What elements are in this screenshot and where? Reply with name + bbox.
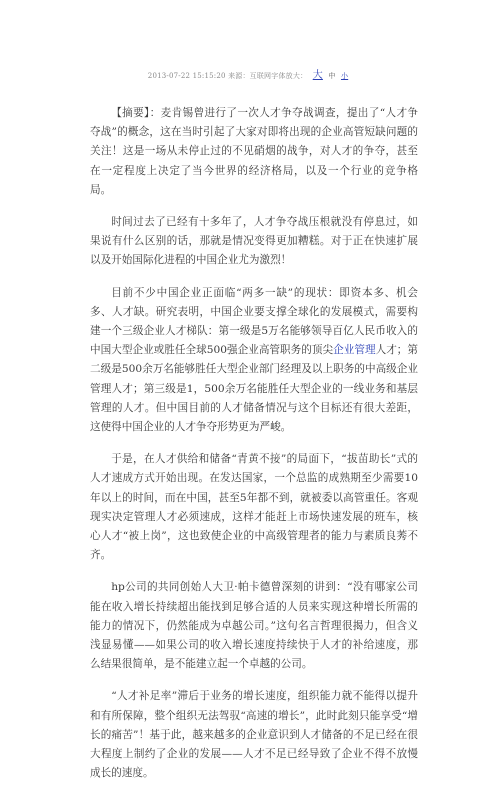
article-paragraph: “人才补足率”滞后于业务的增长速度，组织能力就不能得以提升和有所保障，整个组织无法驾驭“高速的增长”，此时此刻只能享受“增长的痛苦”！基于此，越来越多的企业意识到人才储备的不足已经在很大程度上制约了企业的发展——人才不足已经导致了企业不得不放慢成长的速度。 — [90, 690, 418, 780]
article-paragraph: hp公司的共同创始人大卫·帕卡德曾深刻的讲到：“没有哪家公司能在收入增长持续超出能找到足够合适的人员来实现这种增长所需的能力的情况下，仍然能成为卓越公司。”这句名言哲理很揭力，但含义浅显易懂——如果公司的收入增长速度持续快于人才的补给速度，那么结果很简单，是不能建立起一个卓越的公司。 — [90, 581, 418, 671]
article-paragraph — [90, 284, 418, 438]
article-paragraph: 于是，在人才供给和储备“青黄不接”的局面下，“拔苗助长”式的人才速成方式开始出现。在发达国家，一个总监的成熟期至少需要10年以上的时间，而在中国，甚至5年都不到，就被委以高管重任。客观现实决定管理人才必须速成，这样才能赶上市场快速发展的班车，核心人才“被上岗”，这也致使企业的中高级管理者的能力与素质良莠不齐。 — [90, 453, 418, 562]
publish-date: 2013-07-22 15:15:20 — [147, 72, 226, 80]
font-size-label: 字体放大： — [271, 72, 308, 80]
article-paragraph: 时间过去了已经有十多年了，人才争夺战压根就没有停息过，如果说有什么区别的话，那就是情况变得更加糟糕。对于正在快速扩展以及开始国际化进程的中国企业尤为激烈！ — [90, 216, 418, 267]
font-size-small-link[interactable]: 小 — [340, 72, 349, 80]
source-label: 来源：互联网 — [228, 72, 272, 80]
font-size-large-link[interactable]: 大 — [312, 70, 323, 81]
article-abstract: 【摘要】：麦肯锡曾进行了一次人才争夺战调查，提出了“人才争夺战”的概念，这在当时引起了大家对即将出现的企业高管短缺问题的关注！这是一场从未停止过的不见硝烟的战争，对人才的争夺，甚至在一定程度上决定了当今世界的经济格局，以及一个行业的竞争格局。 — [90, 107, 418, 196]
article-meta — [0, 66, 496, 81]
paragraph-text: 目前不少中国企业正面临“两多一缺”的现状：即资本多、机会多、人才缺。研究表明，中国企业要支撑全球化的发展模式，需要构建一个三级企业人才梯队：第一级是5万名能够领导百亿人民币收入的中国大型企业或胜任全球500强企业高管职务的顶尖 — [90, 286, 418, 357]
font-size-medium-link[interactable]: 中 — [328, 72, 336, 80]
article-body — [90, 104, 418, 797]
paragraph-text: 人才；第二级是500余万名能够胜任大型企业部门经理及以上职务的中高级企业管理人才；第三级是1，500余万名能胜任大型企业的一线业务和基层管理的人才。但中国目前的人才储备情况与这个目标还有很大差距，这使得中国企业的人才争夺形势更为严峻。 — [90, 344, 419, 434]
keyword-link[interactable]: 企业管理 — [333, 344, 376, 357]
